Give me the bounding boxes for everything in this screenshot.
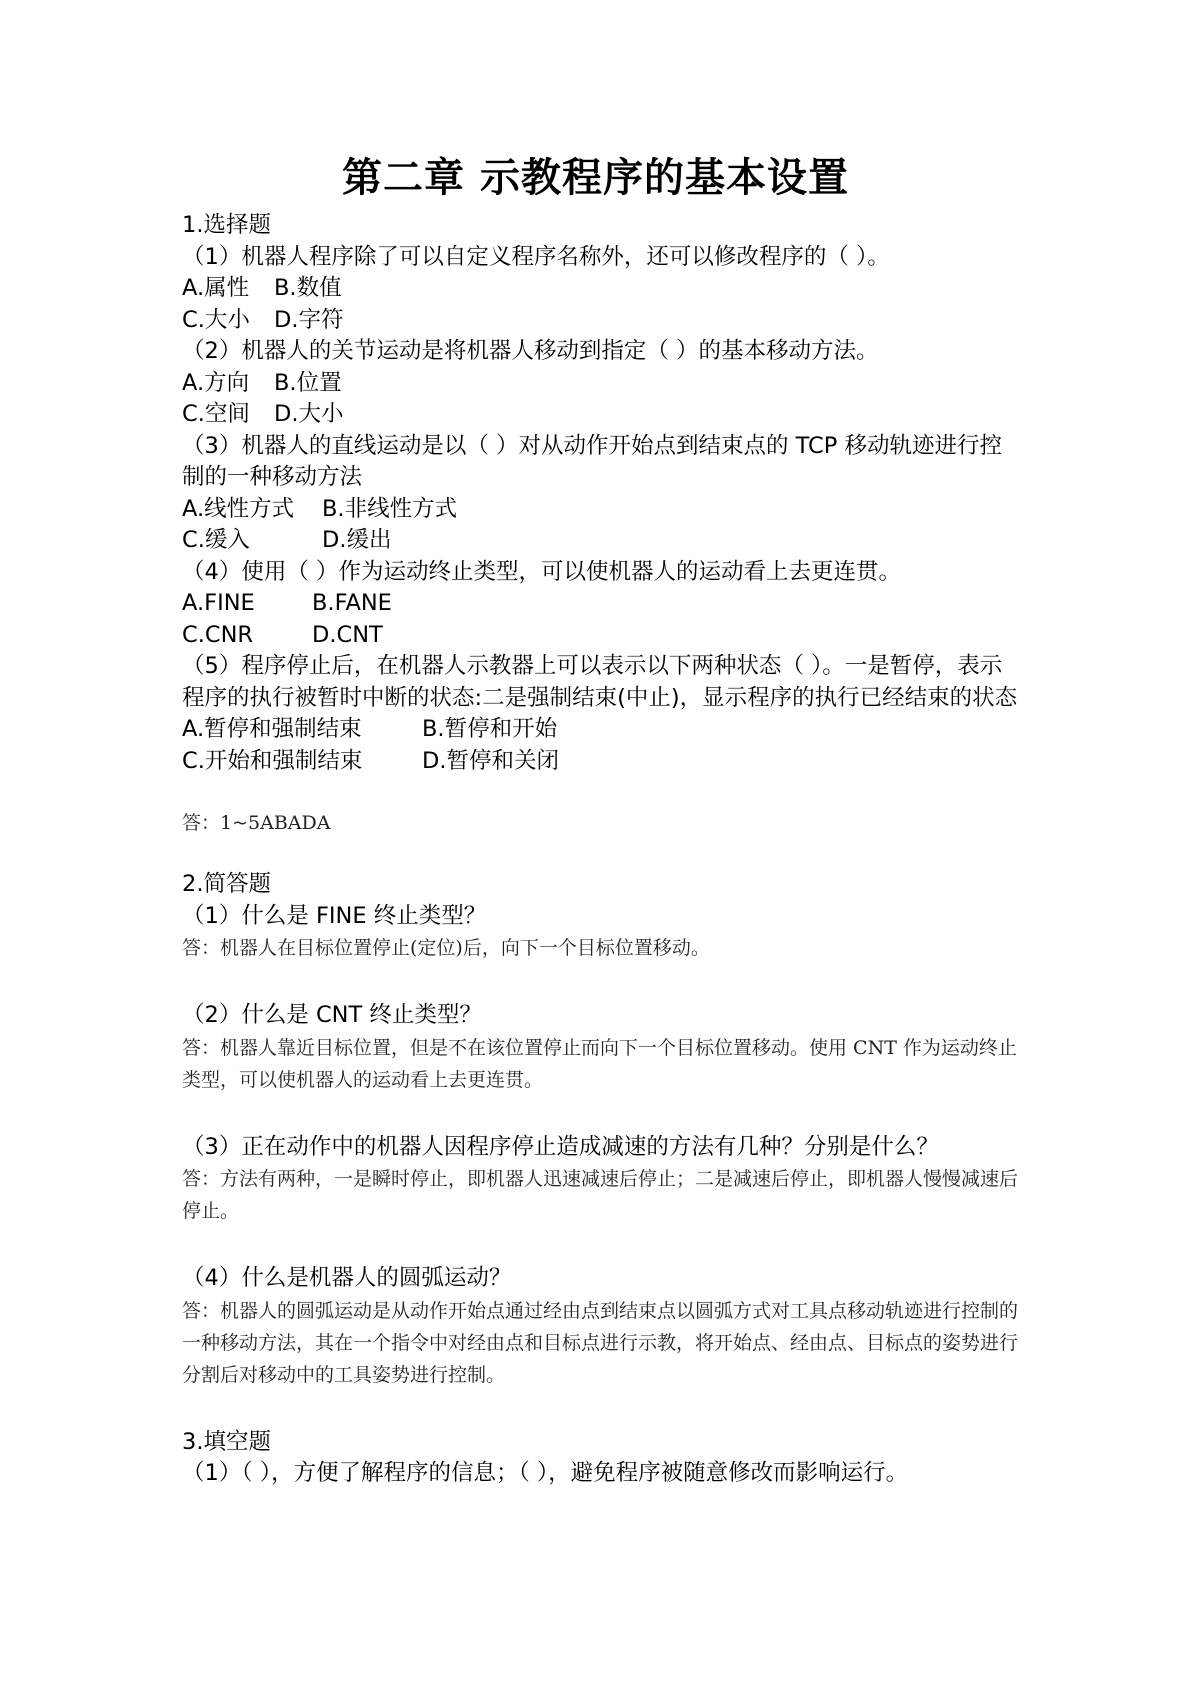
option: B.数值 [274,275,342,301]
options-row [182,399,1022,431]
short-question-1: （1）什么是 FINE 终止类型？ [182,902,487,929]
option: B.位置 [274,369,342,396]
option: A.属性 [182,275,250,301]
option: C.CNR [182,621,254,648]
chapter-title: 第二章 示教程序的基本设置 [342,155,849,201]
fill-blank-question-1: （1）（ ），方便了解程序的信息；（ ），避免程序被随意修改而影响运行。 [182,1460,909,1486]
options-row [182,494,1022,526]
short-question-3: （3）正在动作中的机器人因程序停止造成减速的方法有几种？分别是什么？ [182,1133,939,1160]
choice-question-5: （5）程序停止后，在机器人示教器上可以表示以下两种状态（ ）。一是暂停，表示程序的执行被暂时中断的状态:二是强制结束(中止)，显示程序的执行已经结束的状态 [182,653,1018,711]
option: B.暂停和开始 [422,716,558,742]
choice-question-1: （1）机器人程序除了可以自定义程序名称外，还可以修改程序的（ ）。 [182,243,890,270]
options-row [182,746,1022,778]
option: B.FANE [312,590,392,616]
option: A.FINE [182,590,255,616]
option: A.线性方式 [182,495,295,522]
document-body [182,210,1022,1490]
choice-answer: 答：1~5ABADA [182,812,331,834]
short-answer-3: 答：方法有两种，一是瞬时停止，即机器人迅速减速后停止；二是减速后停止，即机器人慢慢减速后停止。 [182,1168,1019,1222]
options-row [182,368,1022,400]
option: D.大小 [274,401,344,427]
short-answer-4: 答：机器人的圆弧运动是从动作开始点通过经由点到结束点以圆弧方式对工具点移动轨迹进行控制的一种移动方法，其在一个指令中对经由点和目标点进行示教，将开始点、经由点、目标点的姿势进行分割后对移动中的工具姿势进行控制。 [182,1299,1019,1386]
options-row [182,714,1022,746]
section-heading-fill-blank: 3.填空题 [182,1428,271,1455]
choice-question-4: （4）使用（ ）作为运动终止类型，可以使机器人的运动看上去更连贯。 [182,558,901,585]
options-row [182,588,1022,620]
options-row [182,525,1022,557]
section-heading-choice: 1.选择题 [182,212,271,238]
option: D.暂停和关闭 [422,747,559,774]
options-row [182,620,1022,652]
option: A.方向 [182,369,250,396]
option: D.CNT [312,621,383,648]
short-question-4: （4）什么是机器人的圆弧运动？ [182,1265,512,1291]
option: D.缓出 [322,527,392,553]
short-question-2: （2）什么是 CNT 终止类型？ [182,1002,482,1028]
options-row [182,273,1022,305]
option: B.非线性方式 [322,495,458,522]
short-answer-1: 答：机器人在目标位置停止(定位)后，向下一个目标位置移动。 [182,937,710,959]
option: C.缓入 [182,527,250,553]
option: A.暂停和强制结束 [182,716,362,742]
choice-question-2: （2）机器人的关节运动是将机器人移动到指定（ ）的基本移动方法。 [182,338,879,364]
options-row [182,305,1022,337]
section-heading-short-answer: 2.简答题 [182,871,271,897]
option: C.空间 [182,401,250,427]
short-answer-2: 答：机器人靠近目标位置，但是不在该位置停止而向下一个目标位置移动。使用 CNT 作为运动终止类型，可以使机器人的运动看上去更连贯。 [182,1036,1017,1091]
option: C.开始和强制结束 [182,747,363,774]
choice-question-3: （3）机器人的直线运动是以（ ）对从动作开始点到结束点的 TCP 移动轨迹进行控制的一种移动方法 [182,432,1002,490]
option: D.字符 [274,306,344,333]
option: C.大小 [182,306,250,333]
